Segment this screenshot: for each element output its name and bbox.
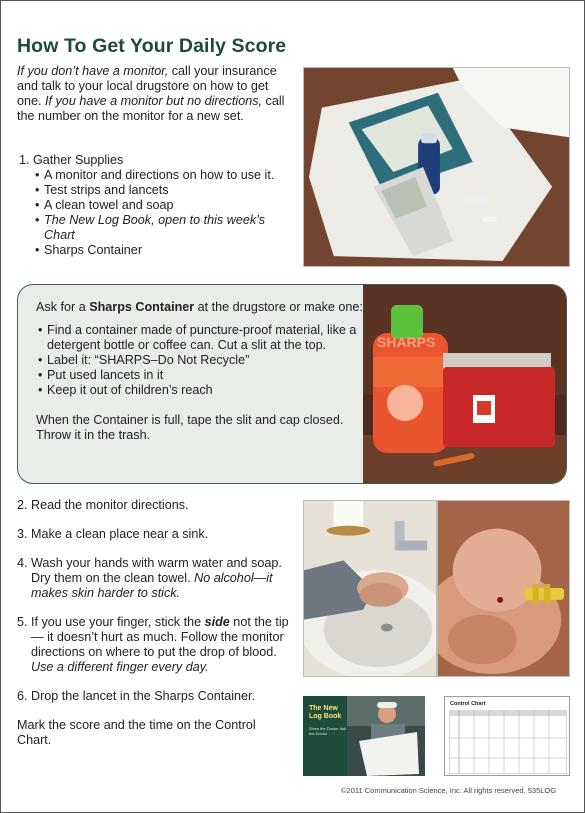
intro-italic-2: If you have a monitor but no directions, xyxy=(45,94,263,108)
log-book-title: The New Log Book xyxy=(309,705,342,720)
step-1 xyxy=(19,153,299,258)
supplies-list xyxy=(33,168,299,258)
list-item: • Test strips and lancets xyxy=(33,183,299,198)
sharps-intro-post: at the drugstore or make one: xyxy=(194,300,363,314)
sharps-text xyxy=(36,300,366,443)
log-book-subtitle: Show the Doctor Ask the Doctor xyxy=(309,726,347,736)
list-item: • Label it: “SHARPS–Do Not Recycle” xyxy=(36,353,366,368)
page-title: How To Get Your Daily Score xyxy=(17,35,287,57)
list-item: • Sharps Container xyxy=(33,243,299,258)
log-book-cover xyxy=(303,696,425,776)
step-5-bold: side xyxy=(204,615,230,629)
finger-stick-photo xyxy=(437,500,570,677)
control-chart-thumbnail xyxy=(444,696,570,776)
intro-italic-1: If you don’t have a monitor, xyxy=(17,64,169,78)
step-4 xyxy=(17,556,292,601)
step-4-text: 4. Wash your hands with warm water and soap. Dry them on the clean towel. xyxy=(17,556,282,585)
control-chart-grid xyxy=(449,710,567,774)
steps-list xyxy=(17,498,292,762)
list-item: • A monitor and directions on how to use it. xyxy=(33,168,299,183)
list-item: • Keep it out of children’s reach xyxy=(36,383,366,398)
supplies-photo xyxy=(303,67,570,267)
step-5-italic: Use a different finger every day. xyxy=(31,660,209,674)
intro-text-2: call the number on the monitor for a new set. xyxy=(17,94,285,123)
log-book-cover-photo xyxy=(347,696,425,776)
step-3: 3. Make a clean place near a sink. xyxy=(17,527,209,541)
sharps-intro-pre: Ask for a xyxy=(36,300,90,314)
sharps-list xyxy=(36,323,366,398)
step-1-heading: 1. Gather Supplies xyxy=(19,153,124,167)
step-2: 2. Read the monitor directions. xyxy=(17,498,189,512)
copyright-notice: ©2011 Communication Science, Inc. All rights reserved. 535LOG xyxy=(341,786,557,795)
step-4-italic: No alcohol—it makes skin harder to stick. xyxy=(31,571,273,600)
list-item: • Put used lancets in it xyxy=(36,368,366,383)
list-item: • A clean towel and soap xyxy=(33,198,299,213)
step-5 xyxy=(17,615,292,675)
step-5-mid: not the tip— it doesn’t hurt as much. Follow the monitor directions on where to put the drop of blood. xyxy=(31,615,289,659)
list-item xyxy=(33,213,299,243)
sharps-photo xyxy=(363,285,567,484)
sharps-intro xyxy=(36,300,366,315)
mark-score-text: Mark the score and the time on the Control Chart. xyxy=(17,718,256,747)
sharps-intro-bold: Sharps Container xyxy=(89,300,195,314)
sharps-container-panel xyxy=(17,284,567,484)
list-item: • Find a container made of puncture-proof material, like a detergent bottle or coffee can. Cut a slit at the top. xyxy=(36,323,366,353)
intro-text-1: call your insurance and talk to your local drugstore on how to get one. xyxy=(17,64,277,108)
intro-paragraph xyxy=(17,64,287,124)
control-chart-title: Control Chart xyxy=(450,701,486,707)
step-6: 6. Drop the lancet in the Sharps Container. xyxy=(17,689,256,703)
sharps-closing: When the Container is full, tape the slit and cap closed. Throw it in the trash. xyxy=(36,413,344,442)
log-book-item-text: The New Log Book, open to this week’s Chart xyxy=(44,213,265,242)
hand-washing-photo xyxy=(303,500,437,677)
bottle-label: SHARPS xyxy=(377,334,436,350)
step-5-pre: 5. If you use your finger, stick the xyxy=(17,615,205,629)
